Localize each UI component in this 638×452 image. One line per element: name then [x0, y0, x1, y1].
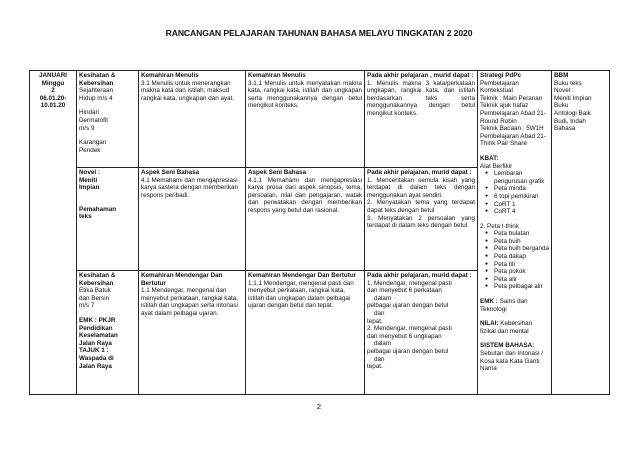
list-item: ● Peta pokok: [494, 268, 549, 276]
thinking-tools-list: [480, 170, 549, 216]
week-cell: [30, 71, 77, 395]
week-end: 10.01.20: [40, 102, 66, 110]
nilai-line: NILAI: Kebersihan fizikal dan mental: [480, 320, 533, 335]
bbm-cell: BBM Buku teks Novel : Meniti Impian Buku Antologi Baik Budi, Indah Bahasa: [552, 71, 610, 395]
lesson-plan-table: [29, 70, 610, 395]
page-number: 2: [316, 402, 322, 411]
objective-cell: Pada akhir pelajaran, murid dapat : 1. Menceritakan semula kisah yang terdapat di dalam teks dengan menggunakan ayat sendiri. 2. Menyatakan tema yang terdapat dapat teks dengan betul 3. Menyatakan 2 persoalan yang terdapat di dalam teks dengan betul.: [365, 168, 478, 271]
list-item: ● Peta minda: [494, 185, 549, 193]
table-row: [30, 71, 610, 168]
list-item: ● Peta pelbagai alir: [494, 283, 549, 291]
strategy-cell: Strategi PdPc Pembelajaran Kontekstual Teknik : Main Peranan Teknik ajuk hafaz Pembelajaran Abad 21- Round Robin Teknik Bacaan : 5W1H Pembelajaran Abad 21- Think Pair Share KBAT: Alat Berfikir ● Lembaran pengurusan grafik ● Peta minda ● 6 topi pemikiran ● CoRT 1 ● CoRT 4 2. Peta I-think ● Peta bulatan ● Peta buih ● Peta buih berganda ● Peta dakap ● Peta titi ● Peta pokok ● Peta alir ● Peta pelbagai alir EMK : Sains dan Teknologi NILAI: Kebersihan fizikal dan mental SISTEM BAHASA: Sebutan dan Intonasi / Kosa kata Kata Ganti Nama: [478, 71, 552, 395]
week-number: 2: [51, 87, 55, 95]
list-item: ● 6 topi pemikiran: [494, 193, 549, 201]
list-item: ● Peta buih berganda: [494, 245, 549, 253]
standard-cell: Kemahiran Mendengar Dan Bertutur 1.1 Mendengar, mengenal dan menyebut perkataan, rangkai kata, istilah dan ungkapan serta intonasi ayat dalam pelbagai ujaran.: [139, 271, 246, 395]
bbm-heading: BBM: [554, 72, 569, 79]
list-item: ● Peta titi: [494, 261, 549, 269]
standard-cell: Aspek Seni Bahasa 4.1 Memahami dan mengapresiasi karya sastera dengan memberikan respons peribadi.: [139, 168, 246, 271]
list-item: ● CoRT 4: [494, 208, 549, 216]
theme-cell: Kesihatan & Kebersihan Sejahteraan Hidup m/s 4 Hindari Dermatofit m/s 9 Karangan Pendek: [77, 71, 139, 168]
week-start: 06.01.20-: [39, 94, 67, 102]
list-item: ● Peta dakap: [494, 253, 549, 261]
learning-standard-cell: Kemahiran Mendengar Dan Bertutur 1.1.1 Mendengar, mengenal pasti dan menyebut perkataan, rangkai kata, istilah dan ungkapan dalam pelbagai ujaran dengan betul dan tepat.: [246, 271, 365, 395]
theme-cell: Kesihatan & Kebersihan Etika Batuk dan Bersin m/s 7 EMK : PKJR Pendidikan Keselamatan Jalan Raya TAJUK 1 : Waspada di Jalan Raya: [77, 271, 139, 395]
learning-standard-cell: Aspek Seni Bahasa 4.1.1 Memahami dan mengapresiasi karya prosa dari aspek sinopsis, tema, persoalan, nilai dan pengajaran, watak dan perwatakan dengan memberikan respons yang betul dan rasional.: [246, 168, 365, 271]
sistem-line: SISTEM BAHASA: Sebutan dan Intonasi / Kosa kata Kata Ganti Nama: [480, 342, 544, 373]
emk-line: EMK : Sains dan Teknologi: [480, 298, 528, 313]
week-label: Minggu: [41, 79, 65, 87]
week-month: JANUARI: [39, 72, 67, 79]
ithink-maps-list: [480, 230, 549, 291]
standard-cell: Kemahiran Menulis 3.1 Menulis untuk menerangkan makna kata dan istilah; maksud rangkai kata, ungkapan dan ayat.: [139, 71, 246, 168]
strategy-heading: Strategi PdPc: [480, 72, 521, 79]
theme-cell: Novel : Meniti Impian Pemahaman teks: [77, 168, 139, 271]
list-item: ● Peta alir: [494, 276, 549, 284]
kbat-heading: KBAT:: [480, 154, 499, 162]
objective-cell: Pada akhir pelajaran , murid dapat : 1. Menulis makna 3 kata/perkataan ungkapan, rangkai kata, dan istilah berdasarkan teks serta menggunakannya dengan betul mengikut konteks.: [365, 71, 478, 168]
list-item: ● Peta buih: [494, 238, 549, 246]
list-item: ● Lembaran pengurusan grafik: [494, 170, 549, 185]
list-item: ● CoRT 1: [494, 201, 549, 209]
learning-standard-cell: Kemahiran Menulis 3.1.1 Menulis untuk menyatakan makna kata, rangkai kata, istilah dan ungkapan serta menggunakannya dengan betul mengikut konteks.: [246, 71, 365, 168]
page-title: RANCANGAN PELAJARAN TAHUNAN BAHASA MELAYU TINGKATAN 2 2020: [165, 28, 473, 38]
list-item: ● Peta bulatan: [494, 230, 549, 238]
objective-cell: Pada akhir pelajaran, murid dapat : 1. Mendengar, mengenal pasti dan menyebut 6 perkataan dalam pelbagai ujaran dengan betul dan tepat. 2. Mendengar, mengenal pasti dan menyebut 6 ungkapan dalam pelbagai ujaran dengan betul dan tepat.: [365, 271, 478, 395]
